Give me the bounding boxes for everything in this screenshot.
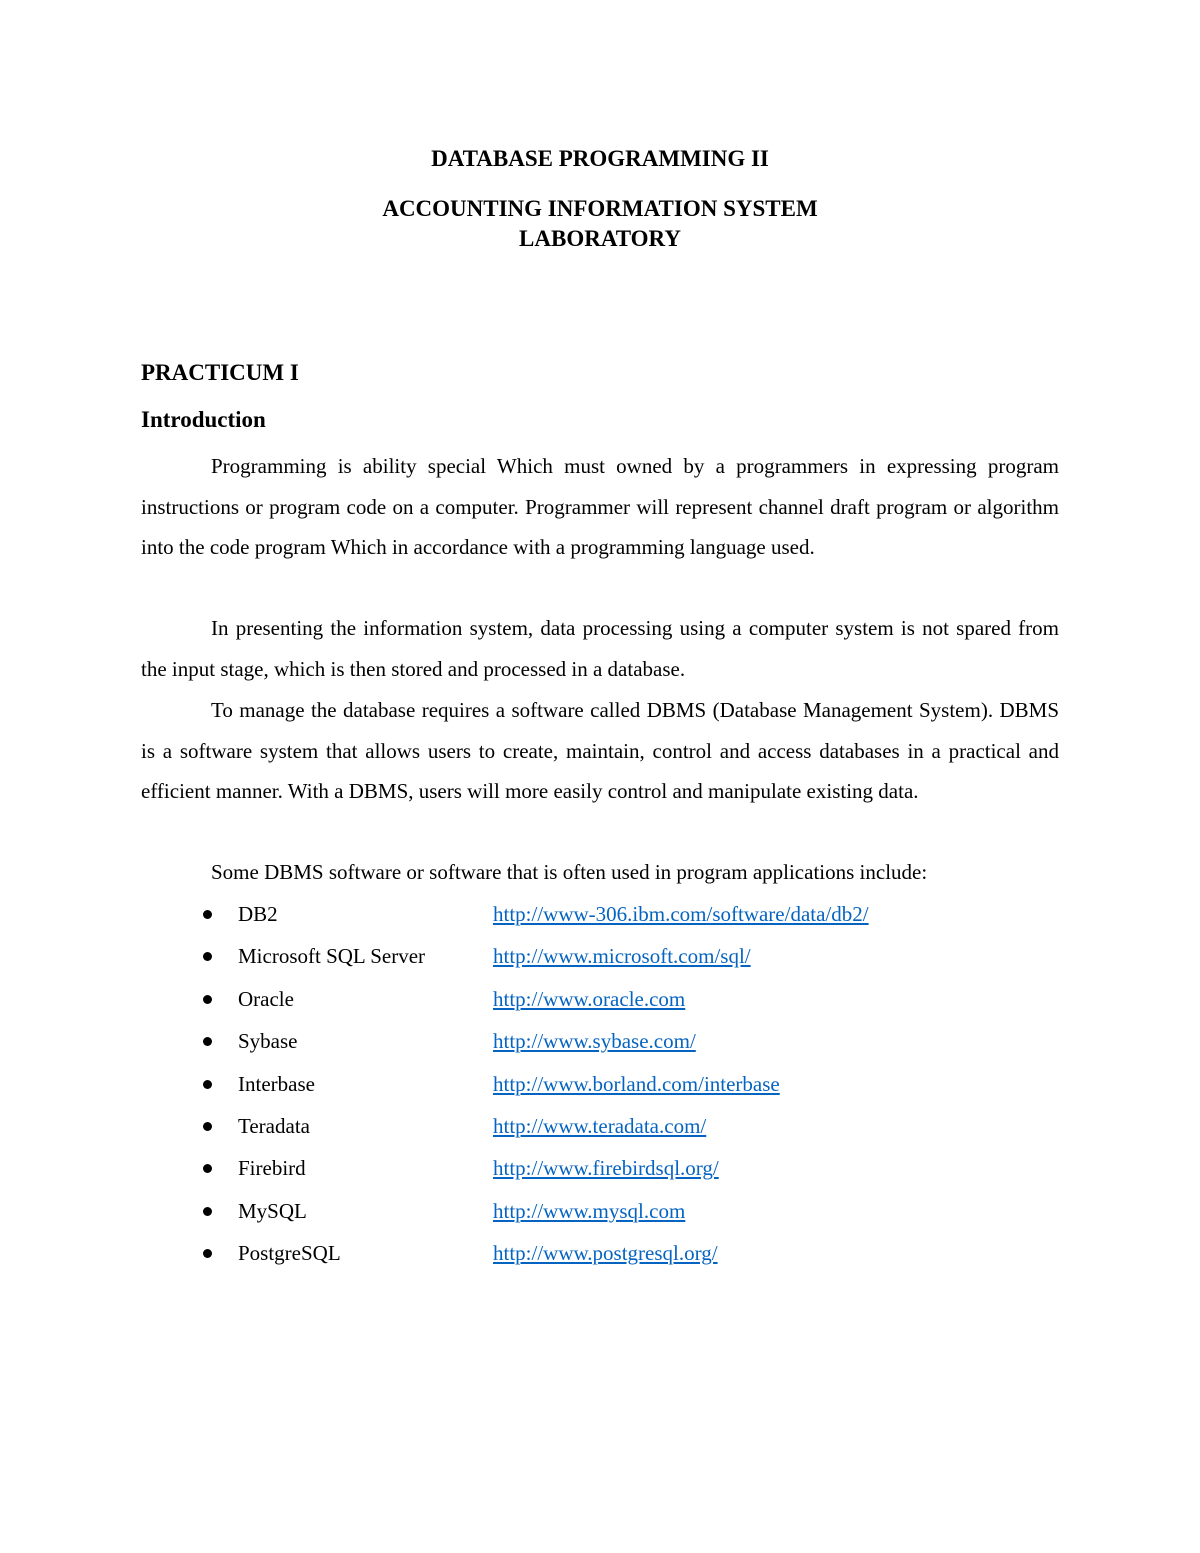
dbms-name: DB2 [238, 902, 278, 926]
dbms-name: MySQL [238, 1198, 307, 1223]
introduction-heading: Introduction [141, 407, 266, 432]
dbms-link[interactable]: http://www.borland.com/interbase [493, 1071, 780, 1096]
dbms-name: Teradata [238, 1113, 310, 1138]
list-item [200, 978, 1100, 1020]
bullet-icon [203, 1207, 212, 1216]
paragraph-text: In presenting the information system, data processing using a computer system is not spared from the input stage, which is then stored and processed in a database. [141, 616, 1059, 681]
paragraph-text: To manage the database requires a software called DBMS (Database Management System). DBMS is a software system that allows users to create, maintain, control and access databases in a practical and efficient manner. With a DBMS, users will more easily control and manipulate existing data. [141, 698, 1059, 804]
dbms-name: Firebird [238, 1156, 306, 1181]
list-item [200, 893, 1100, 935]
dbms-name: Microsoft SQL Server [238, 944, 426, 969]
paragraph-information-system [141, 608, 1059, 689]
document-title: DATABASE PROGRAMMING II [431, 146, 769, 171]
dbms-link[interactable]: http://www.sybase.com/ [493, 1029, 696, 1054]
bullet-icon [203, 1164, 212, 1173]
list-item [200, 935, 1100, 977]
dbms-list [200, 893, 1100, 1275]
dbms-name: Interbase [238, 1071, 315, 1096]
paragraph-dbms-list-intro: Some DBMS software or software that is often used in program applications include: [211, 860, 928, 884]
list-item [200, 1063, 1100, 1105]
bullet-icon [203, 1249, 212, 1258]
dbms-link[interactable]: http://www.mysql.com [493, 1198, 686, 1223]
dbms-name: Sybase [238, 1029, 298, 1054]
paragraph-dbms [141, 690, 1059, 812]
bullet-icon [203, 1037, 212, 1046]
bullet-icon [203, 952, 212, 961]
dbms-link[interactable]: http://www.postgresql.org/ [493, 1241, 718, 1266]
dbms-link[interactable]: http://www.teradata.com/ [493, 1113, 707, 1138]
paragraph-programming [141, 446, 1059, 568]
paragraph-text: Programming is ability special Which must owned by a programmers in expressing program instructions or program code on a computer. Programmer will represent channel draft program or algorithm into the code program Which in accordance with a programming language used. [141, 454, 1059, 560]
document-subtitle-line2: LABORATORY [519, 226, 681, 251]
dbms-link[interactable]: http://www.firebirdsql.org/ [493, 1156, 719, 1181]
list-item [200, 1232, 1100, 1274]
dbms-link[interactable]: http://www-306.ibm.com/software/data/db2/ [493, 902, 869, 926]
list-item [200, 1190, 1100, 1232]
bullet-icon [203, 910, 212, 919]
dbms-name: Oracle [238, 986, 294, 1011]
practicum-heading: PRACTICUM I [141, 360, 299, 385]
list-item [200, 1020, 1100, 1062]
list-item [200, 1147, 1100, 1189]
document-subtitle-line1: ACCOUNTING INFORMATION SYSTEM [382, 196, 818, 221]
dbms-name: PostgreSQL [238, 1241, 341, 1266]
dbms-link[interactable]: http://www.oracle.com [493, 986, 686, 1011]
bullet-icon [203, 995, 212, 1004]
list-item [200, 1105, 1100, 1147]
dbms-link[interactable]: http://www.microsoft.com/sql/ [493, 944, 751, 969]
bullet-icon [203, 1122, 212, 1131]
bullet-icon [203, 1080, 212, 1089]
